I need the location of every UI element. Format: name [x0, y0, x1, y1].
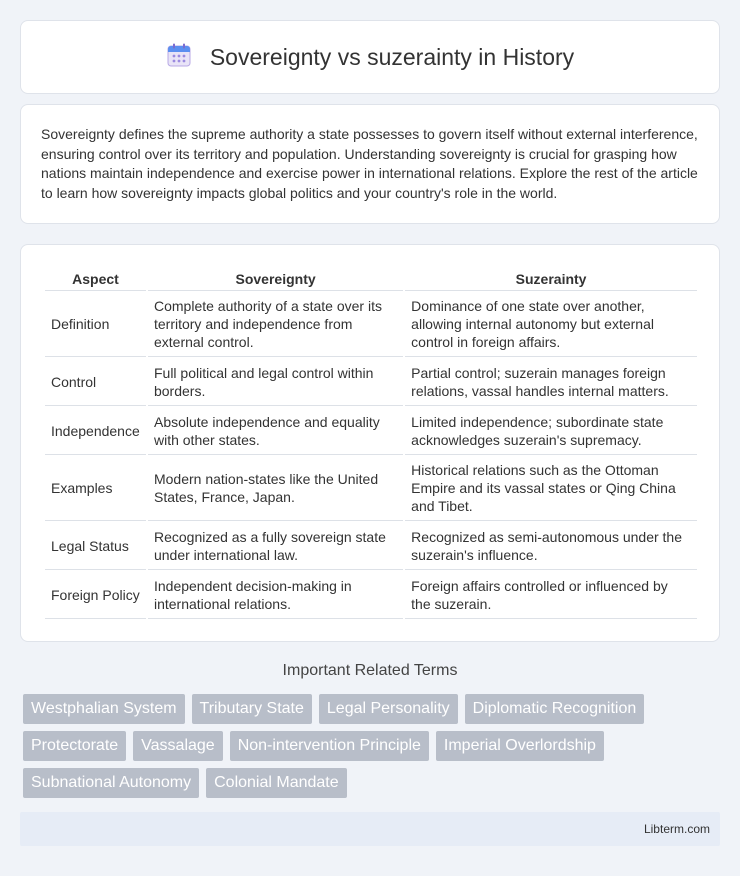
related-term-tag[interactable]: Legal Personality [319, 694, 458, 724]
related-term-tag[interactable]: Vassalage [133, 731, 223, 761]
related-term-tag[interactable]: Westphalian System [23, 694, 185, 724]
related-term-tag[interactable]: Tributary State [192, 694, 312, 724]
suzerainty-cell: Historical relations such as the Ottoman Empire and its vassal states or Qing China and Tibet. [405, 457, 697, 521]
footer-site-link[interactable]: Libterm.com [643, 822, 710, 836]
suzerainty-cell: Partial control; suzerain manages foreign relations, vassal handles internal matters. [405, 359, 697, 406]
header-card [20, 20, 720, 94]
related-term-tag[interactable]: Imperial Overlordship [436, 731, 604, 761]
sovereignty-cell: Independent decision-making in international relations. [148, 572, 403, 619]
sovereignty-cell: Full political and legal control within borders. [148, 359, 403, 406]
aspect-cell: Examples [45, 457, 146, 521]
aspect-cell: Legal Status [45, 523, 146, 570]
table-header-row [45, 267, 697, 291]
footer [20, 812, 720, 846]
suzerainty-cell: Dominance of one state over another, allowing internal autonomy but external control in foreign affairs. [405, 293, 697, 357]
aspect-cell: Definition [45, 293, 146, 357]
table-row [45, 523, 697, 570]
table-row [45, 572, 697, 619]
sovereignty-cell: Absolute independence and equality with other states. [148, 408, 403, 455]
aspect-cell: Foreign Policy [45, 572, 146, 619]
table-row [45, 457, 697, 521]
related-term-tag[interactable]: Subnational Autonomy [23, 768, 199, 798]
sovereignty-cell: Modern nation-states like the United States, France, Japan. [148, 457, 403, 521]
suzerainty-cell: Foreign affairs controlled or influenced by the suzerain. [405, 572, 697, 619]
column-header-suzerainty: Suzerainty [405, 267, 697, 291]
suzerainty-cell: Recognized as semi-autonomous under the suzerain's influence. [405, 523, 697, 570]
page-title: Sovereignty vs suzerainty in History [209, 43, 575, 70]
related-terms-list [23, 694, 703, 798]
related-term-tag[interactable]: Colonial Mandate [206, 768, 347, 798]
suzerainty-cell: Limited independence; subordinate state acknowledges suzerain's supremacy. [405, 408, 697, 455]
related-term-tag[interactable]: Protectorate [23, 731, 126, 761]
comparison-table-card [20, 244, 720, 642]
column-header-sovereignty: Sovereignty [148, 267, 403, 291]
column-header-aspect: Aspect [45, 267, 146, 291]
calendar-icon [166, 42, 192, 73]
related-term-tag[interactable]: Diplomatic Recognition [465, 694, 645, 724]
related-terms-title: Important Related Terms [282, 662, 458, 679]
intro-card [20, 104, 720, 224]
sovereignty-cell: Complete authority of a state over its territory and independence from external control. [148, 293, 403, 357]
table-row [45, 293, 697, 357]
related-term-tag[interactable]: Non-intervention Principle [230, 731, 429, 761]
table-row [45, 408, 697, 455]
table-row [45, 359, 697, 406]
comparison-table [43, 265, 699, 621]
aspect-cell: Control [45, 359, 146, 406]
intro-text: Sovereignty defines the supreme authority a state possesses to govern itself without external interference, ensuring control over its territory and population. Understanding sovereignty is crucial for grasping how nations maintain independence and exercise power in international relations. Explore the rest of the article to learn how sovereignty impacts global politics and your country's role in the world. [41, 126, 698, 201]
sovereignty-cell: Recognized as a fully sovereign state under international law. [148, 523, 403, 570]
aspect-cell: Independence [45, 408, 146, 455]
